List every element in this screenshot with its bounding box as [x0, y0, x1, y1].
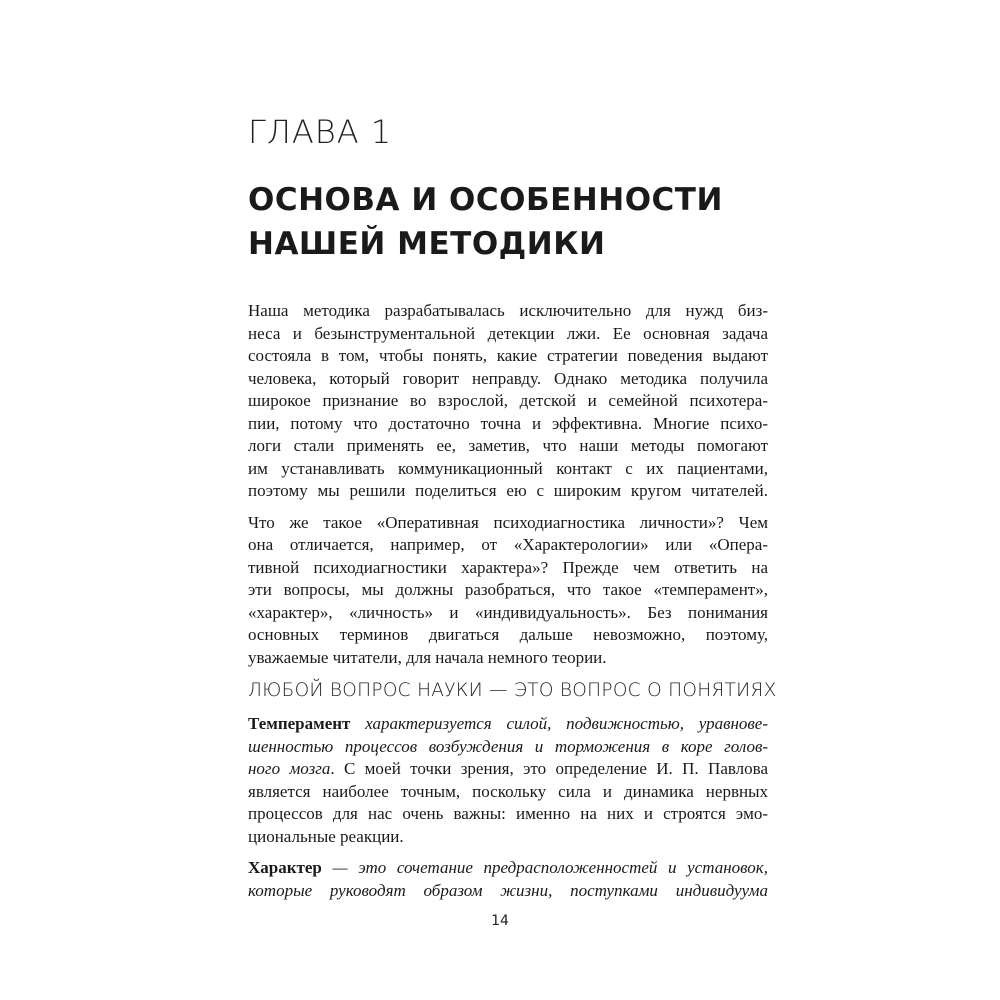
- text-line: пии, потому что достаточно точна и эффективна. Многие психо-: [248, 413, 768, 433]
- definition-character: [248, 857, 768, 902]
- text-line: логи стали применять ее, заметив, что наши методы помогают: [248, 436, 768, 455]
- text-line: широкое признание во взрослой, детской и семейной психотера-: [248, 391, 768, 410]
- text-line: им устанавливать коммуникационный контакт с их пациентами,: [248, 458, 768, 478]
- italic-text: характеризуется силой, подвижностью, уравнове-: [350, 714, 768, 733]
- text-line: эти вопросы, мы должны разобраться, что такое «темперамент»,: [248, 580, 768, 599]
- text-line: уважаемые читатели, для начала немного теории.: [248, 647, 607, 667]
- page-number: 14: [491, 913, 509, 929]
- text-line: [248, 857, 768, 880]
- chapter-label: ГЛАВА 1: [248, 113, 393, 151]
- text-line: циональные реакции.: [248, 826, 404, 846]
- text-line: «характер», «личность» и «индивидуальность». Без понимания: [248, 602, 768, 622]
- text-line: состояла в том, чтобы понять, какие стратегии поведения выдают: [248, 346, 768, 365]
- text-line: неса и безынструментальной детекции лжи. Ее основная задача: [248, 323, 768, 343]
- text-line: процессов для нас очень важны: именно на них и строятся эмо-: [248, 804, 768, 823]
- term-temperament: Темперамент: [248, 714, 351, 733]
- text-line: человека, который говорит неправду. Однако методика получила: [248, 368, 768, 388]
- text-line: шенностью процессов возбуждения и торможения в коре голов-: [248, 736, 768, 756]
- italic-text: ного мозга: [248, 759, 331, 778]
- text-line: является наиболее точным, поскольку сила и динамика нервных: [248, 781, 768, 801]
- chapter-title-line: ОСНОВА И ОСОБЕННОСТИ: [248, 182, 723, 218]
- plain-text: . С моей точки зрения, это определение И. П. Павлова: [330, 759, 768, 778]
- body-text: [248, 300, 768, 678]
- italic-text: — это сочетание предрасположенностей и установок,: [321, 858, 768, 877]
- text-line: которые руководят образом жизни, поступками индивидуума: [248, 880, 768, 900]
- section-heading: ЛЮБОЙ ВОПРОС НАУКИ — ЭТО ВОПРОС О ПОНЯТИЯХ: [248, 680, 777, 701]
- paragraph-intro: [248, 300, 768, 503]
- text-line: Что же такое «Оперативная психодиагностика личности»? Чем: [248, 512, 768, 532]
- text-line: [248, 758, 768, 781]
- definitions: [248, 713, 768, 911]
- text-line: основных терминов двигаться дальше невозможно, поэтому,: [248, 625, 768, 644]
- chapter-title-line: НАШЕЙ МЕТОДИКИ: [248, 226, 606, 262]
- paragraph-question: [248, 512, 768, 670]
- text-line: тивной психодиагностики характера»? Прежде чем ответить на: [248, 557, 768, 577]
- text-line: Наша методика разрабатывалась исключительно для нужд биз-: [248, 301, 768, 320]
- text-line: [248, 713, 768, 736]
- definition-temperament: [248, 713, 768, 848]
- text-line: поэтому мы решили поделиться ею с широким кругом читателей.: [248, 481, 768, 500]
- term-character: Характер: [248, 858, 322, 877]
- text-line: она отличается, например, от «Характерологии» или «Опера-: [248, 535, 768, 554]
- chapter-title: [248, 178, 768, 266]
